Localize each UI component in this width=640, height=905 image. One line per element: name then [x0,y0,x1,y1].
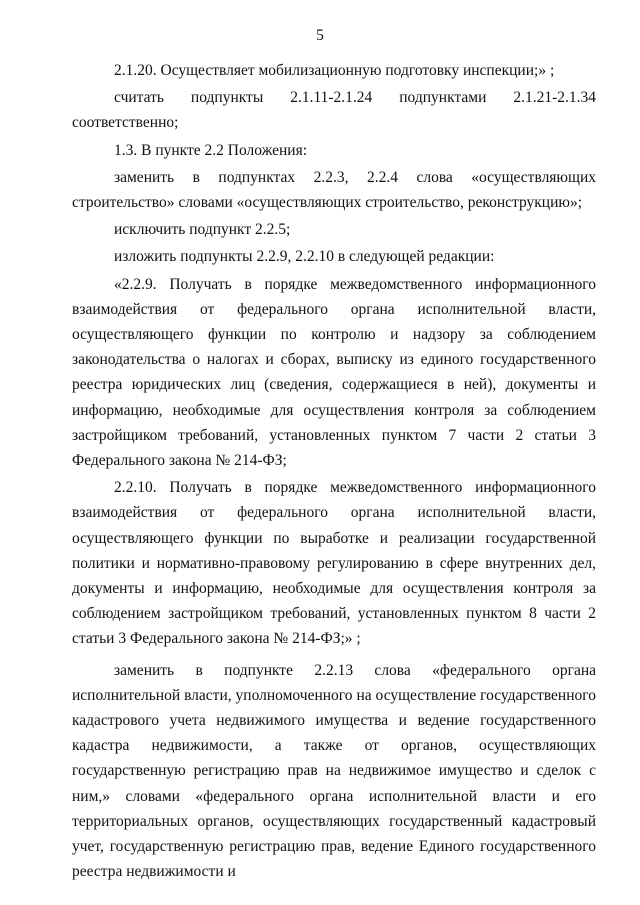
paragraph-renumber-line-2: соответственно; [72,114,179,132]
paragraph-replace-2-2-13: заменить в подпункте 2.2.13 слова «федерального органа исполнительной власти, уполномоченного на осуществление государственного кадастрового учета недвижимого имущества и ведение государственного кадастра недвижимости, а также от органов, осуществляющих государственную регистрацию прав на недвижимое имущество и сделок с ним,» словами «федерального органа исполнительной власти и его территориальных органов, осуществляющих государственный кадастровый учет, государственную регистрацию прав, ведение Единого государственного реестра недвижимости и [72,661,596,881]
page-number: 5 [316,27,324,44]
paragraph-renumber-line-1: считать подпункты 2.1.11-2.1.24 подпунктами 2.1.21-2.1.34 [114,89,596,107]
paragraph-replace-2-2-3: заменить в подпунктах 2.2.3, 2.2.4 слова «осуществляющих строительство» словами «осуществляющих строительство, реконструкцию»; [72,168,596,212]
paragraph-restate-intro: изложить подпункты 2.2.9, 2.2.10 в следующей редакции: [114,248,495,266]
document-body [72,58,596,885]
paragraph-2-1-20: 2.1.20. Осуществляет мобилизационную подготовку инспекции;» ; [114,62,555,79]
paragraph-exclude-2-2-5: исключить подпункт 2.2.5; [114,221,291,239]
paragraph-2-2-9: «2.2.9. Получать в порядке межведомственного информационного взаимодействия от федерального органа исполнительной власти, осуществляющего функции по контролю и надзору за соблюдением законодательства о налогах и сборах, выписку из единого государственного реестра юридических лиц (сведения, содержащиеся в ней), документы и информацию, необходимые для осуществления контроля за соблюдением застройщиком требований, установленных пунктом 7 части 2 статьи 3 Федерального закона № 214-ФЗ; [72,275,596,470]
paragraph-2-2-10: 2.2.10. Получать в порядке межведомственного информационного взаимодействия от федерального органа исполнительной власти, осуществляющего функции по выработке и реализации государственной политики и нормативно-правовому регулированию в сфере внутренних дел, документы и информацию, необходимые для осуществления контроля за соблюдением застройщиком требований, установленных пунктом 8 части 2 статьи 3 Федерального закона № 214-ФЗ;» ; [72,479,596,648]
paragraph-section-1-3: 1.3. В пункте 2.2 Положения: [114,141,308,159]
